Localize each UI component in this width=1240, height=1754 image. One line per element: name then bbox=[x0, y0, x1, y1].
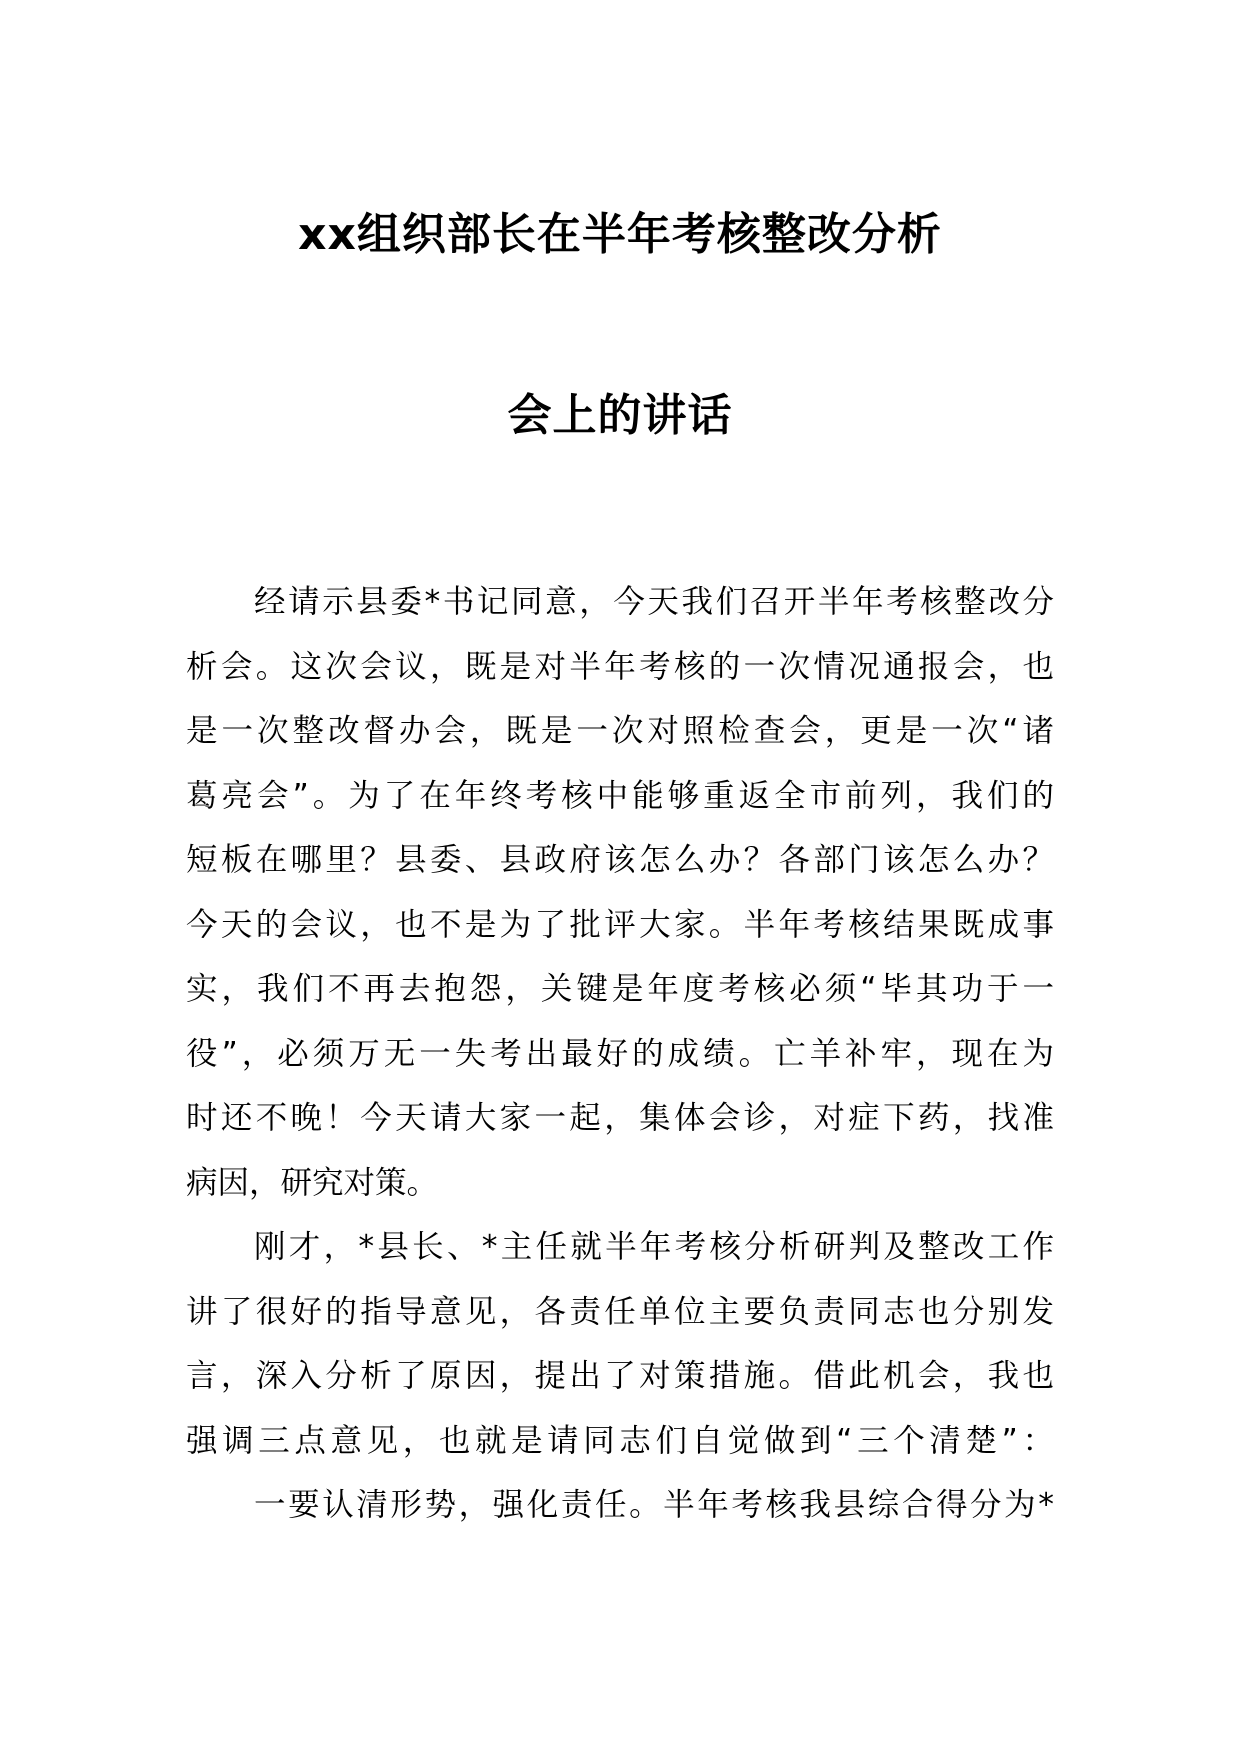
paragraph-1 bbox=[186, 570, 1054, 1215]
paragraph-line: 今天的会议，也不是为了批评大家。半年考核结果既成事 bbox=[186, 906, 1054, 943]
paragraph-line: 刚才，*县长、*主任就半年考核分析研判及整改工作 bbox=[254, 1229, 1054, 1265]
paragraph-line: 析会。这次会议，既是对半年考核的一次情况通报会，也 bbox=[186, 648, 1054, 685]
paragraph-line: 短板在哪里？县委、县政府该怎么办？各部门该怎么办？ bbox=[186, 842, 1054, 878]
paragraph-line: 实，我们不再去抱怨，关键是年度考核必须“毕其功于一 bbox=[186, 971, 1054, 1007]
paragraph-2 bbox=[186, 1215, 1054, 1473]
paragraph-line: 经请示县委*书记同意，今天我们召开半年考核整改分 bbox=[254, 584, 1054, 620]
document-title-line-1: xx组织部长在半年考核整改分析 bbox=[298, 209, 942, 260]
paragraph-line: 葛亮会”。为了在年终考核中能够重返全市前列，我们的 bbox=[186, 777, 1054, 814]
document-title-line-2: 会上的讲话 bbox=[507, 390, 733, 441]
paragraph-line: 讲了很好的指导意见，各责任单位主要负责同志也分别发 bbox=[186, 1293, 1054, 1330]
document-body bbox=[186, 570, 1054, 1538]
paragraph-line: 言，深入分析了原因，提出了对策措施。借此机会，我也 bbox=[186, 1358, 1054, 1394]
paragraph-line: 是一次整改督办会，既是一次对照检查会，更是一次“诸 bbox=[186, 713, 1054, 749]
paragraph-line: 病因，研究对策。 bbox=[186, 1164, 439, 1201]
paragraph-line: 强调三点意见，也就是请同志们自觉做到“三个清楚”： bbox=[186, 1422, 1054, 1459]
paragraph-line: 时还不晚！今天请大家一起，集体会诊，对症下药，找准 bbox=[186, 1100, 1054, 1136]
paragraph-line: 役”，必须万无一失考出最好的成绩。亡羊补牢，现在为 bbox=[186, 1035, 1054, 1072]
paragraph-3 bbox=[186, 1473, 1054, 1538]
paragraph-line: 一要认清形势，强化责任。半年考核我县综合得分为* bbox=[254, 1487, 1054, 1523]
